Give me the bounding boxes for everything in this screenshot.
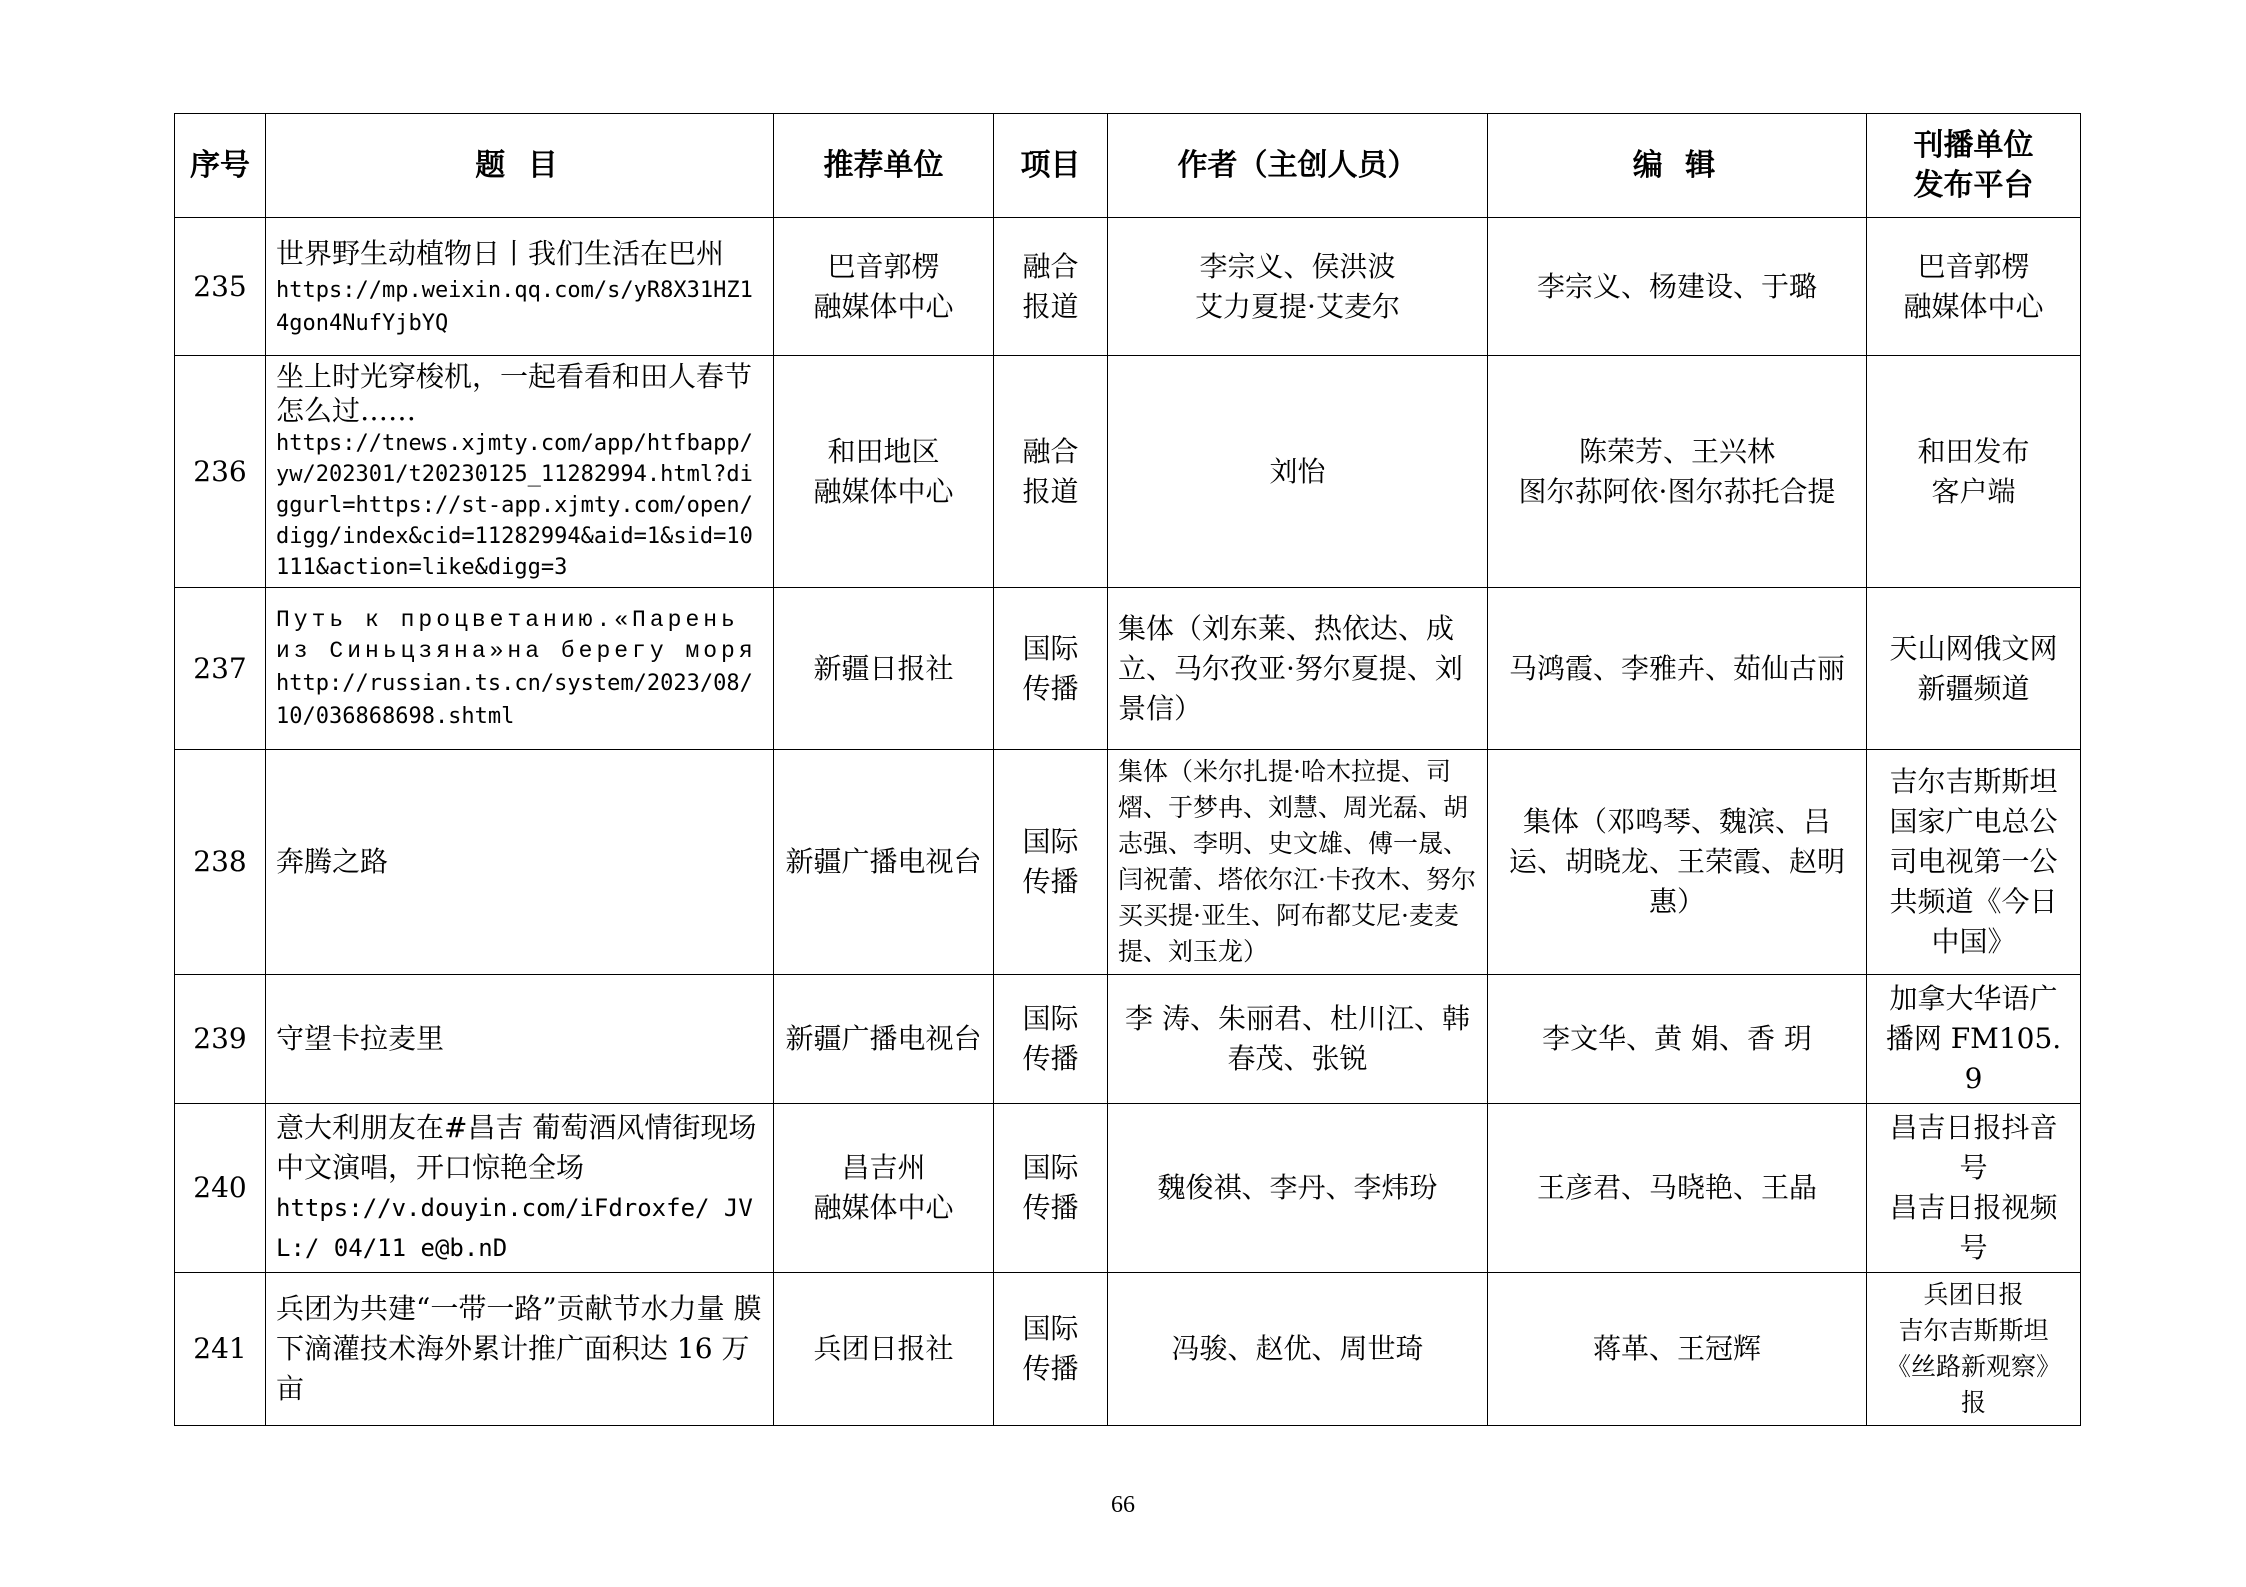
table-header-row (175, 114, 2081, 218)
cell-editor: 王彦君、马晓艳、王晶 (1488, 1104, 1867, 1273)
recommender-line1: 和田地区 (827, 434, 940, 468)
platform-line2: 昌吉日报视频号 (1889, 1191, 2058, 1264)
cell-project (994, 1273, 1108, 1426)
project-line2: 报道 (1022, 289, 1079, 323)
editor-line2: 图尔荪阿依·图尔荪托合提 (1518, 474, 1836, 508)
cell-title: 兵团为共建“一带一路”贡献节水力量 膜下滴灌技术海外累计推广面积达 16 万亩 (266, 1273, 774, 1426)
header-no: 序号 (175, 114, 266, 218)
cell-title: 守望卡拉麦里 (266, 975, 774, 1104)
cell-platform (1867, 218, 2081, 356)
cell-platform: 吉尔吉斯斯坦国家广电总公司电视第一公共频道《今日中国》 (1867, 750, 2081, 975)
cell-editor: 李宗义、杨建设、于璐 (1488, 218, 1867, 356)
cell-recommender: 新疆广播电视台 (774, 750, 994, 975)
project-line1: 国际 (1022, 825, 1079, 858)
page-number: 66 (1111, 1492, 1135, 1518)
cell-no: 236 (175, 356, 266, 588)
title-url[interactable]: https://mp.weixin.qq.com/s/yR8X31HZ14gon4NufYjbYQ (276, 277, 753, 336)
cell-author: 李 涛、朱丽君、杜川江、韩春茂、张锐 (1108, 975, 1488, 1104)
title-url[interactable]: http://russian.ts.cn/system/2023/08/10/036868698.shtml (276, 670, 753, 729)
table-row (175, 750, 2081, 975)
title-text: Путь к процветанию.«Парень из Синьцзяна»на берегу моря (276, 606, 757, 664)
table-row (175, 218, 2081, 356)
cell-recommender: 新疆广播电视台 (774, 975, 994, 1104)
cell-author: 冯骏、赵优、周世琦 (1108, 1273, 1488, 1426)
cell-title (266, 218, 774, 356)
cell-recommender: 兵团日报社 (774, 1273, 994, 1426)
project-line2: 传播 (1022, 1042, 1079, 1075)
recommender-line1: 巴音郭楞 (827, 249, 940, 283)
project-line1: 国际 (1022, 1002, 1079, 1035)
cell-title: 奔腾之路 (266, 750, 774, 975)
header-author: 作者（主创人员） (1108, 114, 1488, 218)
platform-line1: 巴音郭楞 (1917, 249, 2030, 283)
title-text: 世界野生动植物日丨我们生活在巴州 (276, 236, 725, 270)
table-row (175, 1273, 2081, 1426)
title-text: 意大利朋友在#昌吉 葡萄酒风情街现场中文演唱，开口惊艳全场 (276, 1111, 757, 1184)
cell-project (994, 1104, 1108, 1273)
cell-recommender (774, 1104, 994, 1273)
author-line2: 艾力夏提·艾麦尔 (1195, 289, 1400, 323)
cell-editor (1488, 356, 1867, 588)
cell-no: 239 (175, 975, 266, 1104)
platform-line2: 客户端 (1931, 474, 2016, 508)
cell-no: 237 (175, 588, 266, 750)
header-recommender: 推荐单位 (774, 114, 994, 218)
cell-platform: 加拿大华语广播网 FM105.9 (1867, 975, 2081, 1104)
editor-line1: 陈荣芳、王兴林 (1578, 434, 1775, 468)
header-platform (1867, 114, 2081, 218)
cell-project (994, 750, 1108, 975)
title-url[interactable]: https://tnews.xjmty.com/app/htfbapp/yw/202301/t20230125_11282994.html?diggurl=https://st-app.xjmty.com/open/digg/index&cid=11282994&aid=1&sid=10111&action=like&digg=3 (276, 431, 753, 580)
table-row (175, 975, 2081, 1104)
cell-author: 刘怡 (1108, 356, 1488, 588)
header-platform-line2: 发布平台 (1913, 167, 2034, 203)
cell-title (266, 588, 774, 750)
cell-project (994, 356, 1108, 588)
cell-no: 241 (175, 1273, 266, 1426)
platform-line2: 吉尔吉斯斯坦《丝路新观察》报 (1885, 1316, 2061, 1417)
cell-author: 集体（刘东莱、热依达、成立、马尔孜亚·努尔夏提、刘景信） (1108, 588, 1488, 750)
cell-project (994, 588, 1108, 750)
platform-line1: 和田发布 (1917, 434, 2030, 468)
cell-editor: 集体（邓鸣琴、魏滨、吕运、胡晓龙、王荣霞、赵明惠） (1488, 750, 1867, 975)
cell-editor: 蒋革、王冠辉 (1488, 1273, 1867, 1426)
cell-platform (1867, 588, 2081, 750)
project-line2: 报道 (1022, 474, 1079, 508)
recommender-line2: 融媒体中心 (813, 474, 954, 508)
cell-author (1108, 218, 1488, 356)
project-line2: 传播 (1022, 1191, 1079, 1224)
project-line2: 传播 (1022, 1352, 1079, 1385)
recommender-line2: 融媒体中心 (813, 289, 954, 323)
cell-title (266, 1104, 774, 1273)
table-row (175, 588, 2081, 750)
cell-author: 集体（米尔扎提·哈木拉提、司熠、于梦冉、刘慧、周光磊、胡志强、李明、史文雄、傅一晟、闫祝蕾、塔依尔江·卡孜木、努尔买买提·亚生、阿布都艾尼·麦麦提、刘玉龙） (1108, 750, 1488, 975)
platform-line1: 天山网俄文网 (1889, 631, 2058, 665)
project-line1: 融合 (1022, 434, 1079, 468)
cell-project (994, 975, 1108, 1104)
awards-table (174, 113, 2081, 1426)
project-line1: 国际 (1022, 1151, 1079, 1184)
cell-no: 238 (175, 750, 266, 975)
cell-project (994, 218, 1108, 356)
header-platform-line1: 刊播单位 (1913, 127, 2034, 163)
awards-table-page (174, 113, 2080, 1426)
project-line2: 传播 (1022, 671, 1079, 705)
platform-line2: 新疆频道 (1917, 671, 2030, 705)
header-title: 题 目 (266, 114, 774, 218)
project-line1: 国际 (1022, 631, 1079, 665)
cell-platform (1867, 1273, 2081, 1426)
platform-line1: 兵团日报 (1923, 1280, 2024, 1309)
cell-recommender: 新疆日报社 (774, 588, 994, 750)
cell-platform (1867, 356, 2081, 588)
cell-title (266, 356, 774, 588)
table-row (175, 356, 2081, 588)
platform-line1: 昌吉日报抖音号 (1889, 1111, 2058, 1184)
cell-editor: 李文华、黄 娟、香 玥 (1488, 975, 1867, 1104)
table-row (175, 1104, 2081, 1273)
platform-line2: 融媒体中心 (1903, 289, 2044, 323)
author-line1: 李宗义、侯洪波 (1199, 249, 1396, 283)
cell-recommender (774, 218, 994, 356)
recommender-line2: 融媒体中心 (813, 1191, 954, 1224)
recommender-line1: 昌吉州 (841, 1151, 926, 1184)
cell-editor: 马鸿霞、李雅卉、茹仙古丽 (1488, 588, 1867, 750)
title-text: 坐上时光穿梭机，一起看看和田人春节怎么过…… (276, 360, 753, 427)
header-editor: 编 辑 (1488, 114, 1867, 218)
project-line1: 融合 (1022, 249, 1079, 283)
project-line2: 传播 (1022, 865, 1079, 898)
header-project: 项目 (994, 114, 1108, 218)
project-line1: 国际 (1022, 1312, 1079, 1345)
cell-author: 魏俊祺、李丹、李炜玢 (1108, 1104, 1488, 1273)
cell-recommender (774, 356, 994, 588)
cell-no: 235 (175, 218, 266, 356)
cell-no: 240 (175, 1104, 266, 1273)
cell-platform (1867, 1104, 2081, 1273)
title-url[interactable]: https://v.douyin.com/iFdroxfe/ JVL:/ 04/11 e@b.nD (276, 1194, 753, 1262)
